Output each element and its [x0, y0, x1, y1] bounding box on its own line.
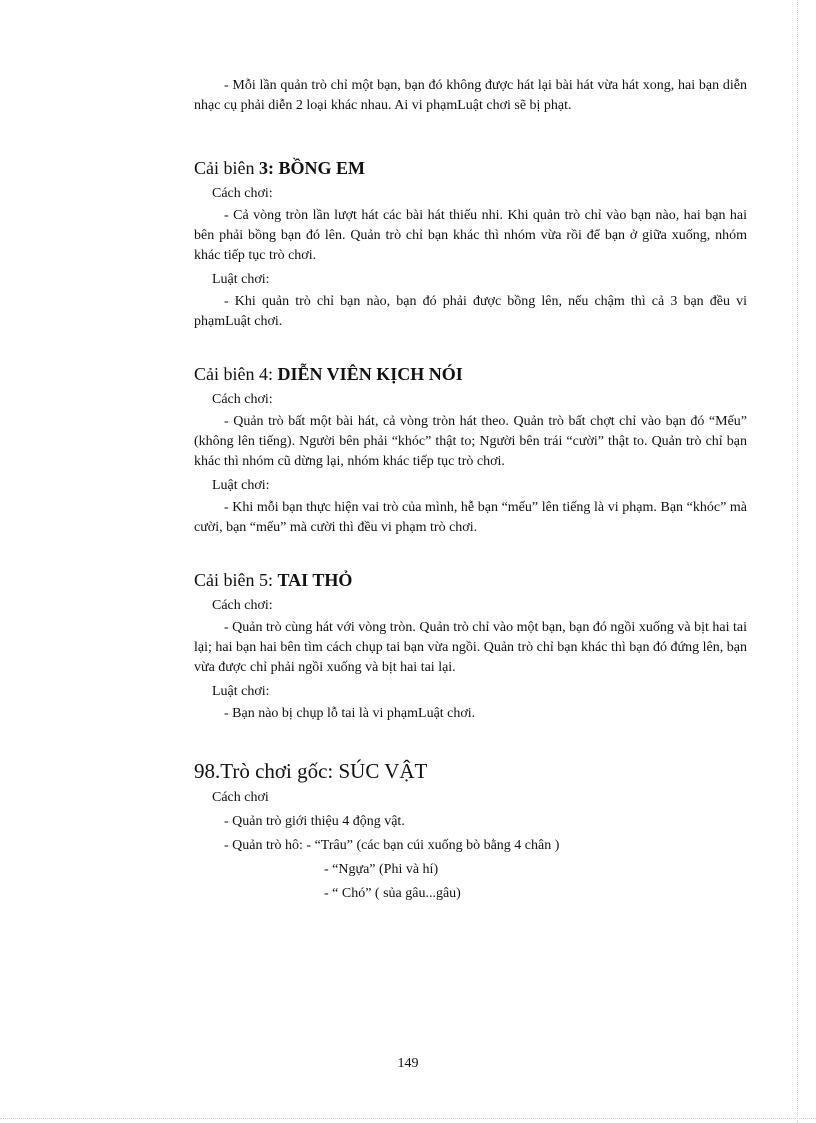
section-3-heading — [194, 156, 747, 180]
section-5-prefix: Cải biên 5: — [194, 570, 278, 590]
section-4-cach-text: - Quản trò bất một bài hát, cả vòng tròn hát theo. Quản trò bất chợt chỉ vào bạn đó “Mếu” (không lên tiếng). Người bên phải “khóc” thật to; Người bên trái “cười” thật to. Quản trò chỉ bạn khác thì nhóm cũ dừng lại, nhóm khác tiếp tục trò chơi. — [194, 414, 747, 469]
section-98-cach-label: Cách chơi — [212, 790, 269, 805]
margin-guide-bottom — [0, 1118, 816, 1119]
section-98-line-1: - Quản trò giới thiệu 4 động vật. — [224, 814, 405, 829]
margin-guide-right — [797, 0, 798, 1123]
section-5-cach-text: - Quản trò cùng hát với vòng tròn. Quản trò chỉ vào một bạn, bạn đó ngồi xuống và bịt hai tai lại; hai bạn hai bên tìm cách chụp tai bạn vừa ngồi. Quản trò chỉ bạn khác thì bạn đó đứng lên, bạn vừa được chỉ phải ngồi xuống và bịt hai tai lại. — [194, 620, 747, 675]
section-3-luat-text: - Khi quản trò chỉ bạn nào, bạn đó phải được bồng lên, nếu chậm thì cả 3 bạn đều vi phạmLuật chơi. — [194, 294, 747, 329]
section-98-line-4: - “ Chó” ( sủa gâu...gâu) — [324, 886, 461, 901]
section-4-cach-label: Cách chơi: — [212, 392, 273, 407]
section-3-title: BỒNG EM — [274, 158, 366, 178]
section-98-heading: 98.Trò chơi gốc: SÚC VẬT — [194, 759, 428, 783]
section-98-line-2: - Quản trò hô: - “Trâu” (các bạn cúi xuống bò bằng 4 chân ) — [224, 838, 560, 853]
section-5-heading — [194, 568, 747, 592]
page-number: 149 — [397, 1056, 419, 1071]
section-98-line-3: - “Ngựa” (Phi và hí) — [324, 862, 439, 877]
section-4-prefix: Cải biên 4: — [194, 364, 278, 384]
section-3-luat-label: Luật chơi: — [212, 272, 270, 287]
section-5-luat-label: Luật chơi: — [212, 684, 270, 699]
page-content — [194, 76, 747, 906]
section-4-title: DIỄN VIÊN KỊCH NÓI — [277, 364, 463, 384]
section-4-luat-label: Luật chơi: — [212, 478, 270, 493]
section-5-luat-text: - Bạn nào bị chụp lỗ tai là vi phạmLuật chơi. — [224, 706, 476, 721]
section-3-cach-label: Cách chơi: — [212, 186, 273, 201]
section-3-cach-text: - Cả vòng tròn lần lượt hát các bài hát thiếu nhi. Khi quản trò chỉ vào bạn nào, hai bạn hai bên phải bồng bạn đó lên. Quản trò chỉ bạn khác thì nhóm vừa rồi để bạn ở giữa xuống, nhóm khác tiếp tục trò chơi. — [194, 208, 747, 263]
section-5-title: TAI THỎ — [277, 570, 353, 590]
section-4-heading — [194, 362, 747, 386]
section-3-prefix: Cải biên — [194, 158, 259, 178]
section-4-luat-text: - Khi mỗi bạn thực hiện vai trò của mình, hễ bạn “mếu” lên tiếng là vi phạm. Bạn “khóc” mà cười, bạn “mếu” mà cười thì đều vi phạm trò chơi. — [194, 500, 747, 535]
intro-paragraph: - Mỗi lần quản trò chỉ một bạn, bạn đó không được hát lại bài hát vừa hát xong, hai bạn diễn nhạc cụ phải diễn 2 loại khác nhau. Ai vi phạmLuật chơi sẽ bị phạt. — [194, 78, 747, 113]
section-5-cach-label: Cách chơi: — [212, 598, 273, 613]
section-3-number: 3: — [259, 158, 274, 178]
